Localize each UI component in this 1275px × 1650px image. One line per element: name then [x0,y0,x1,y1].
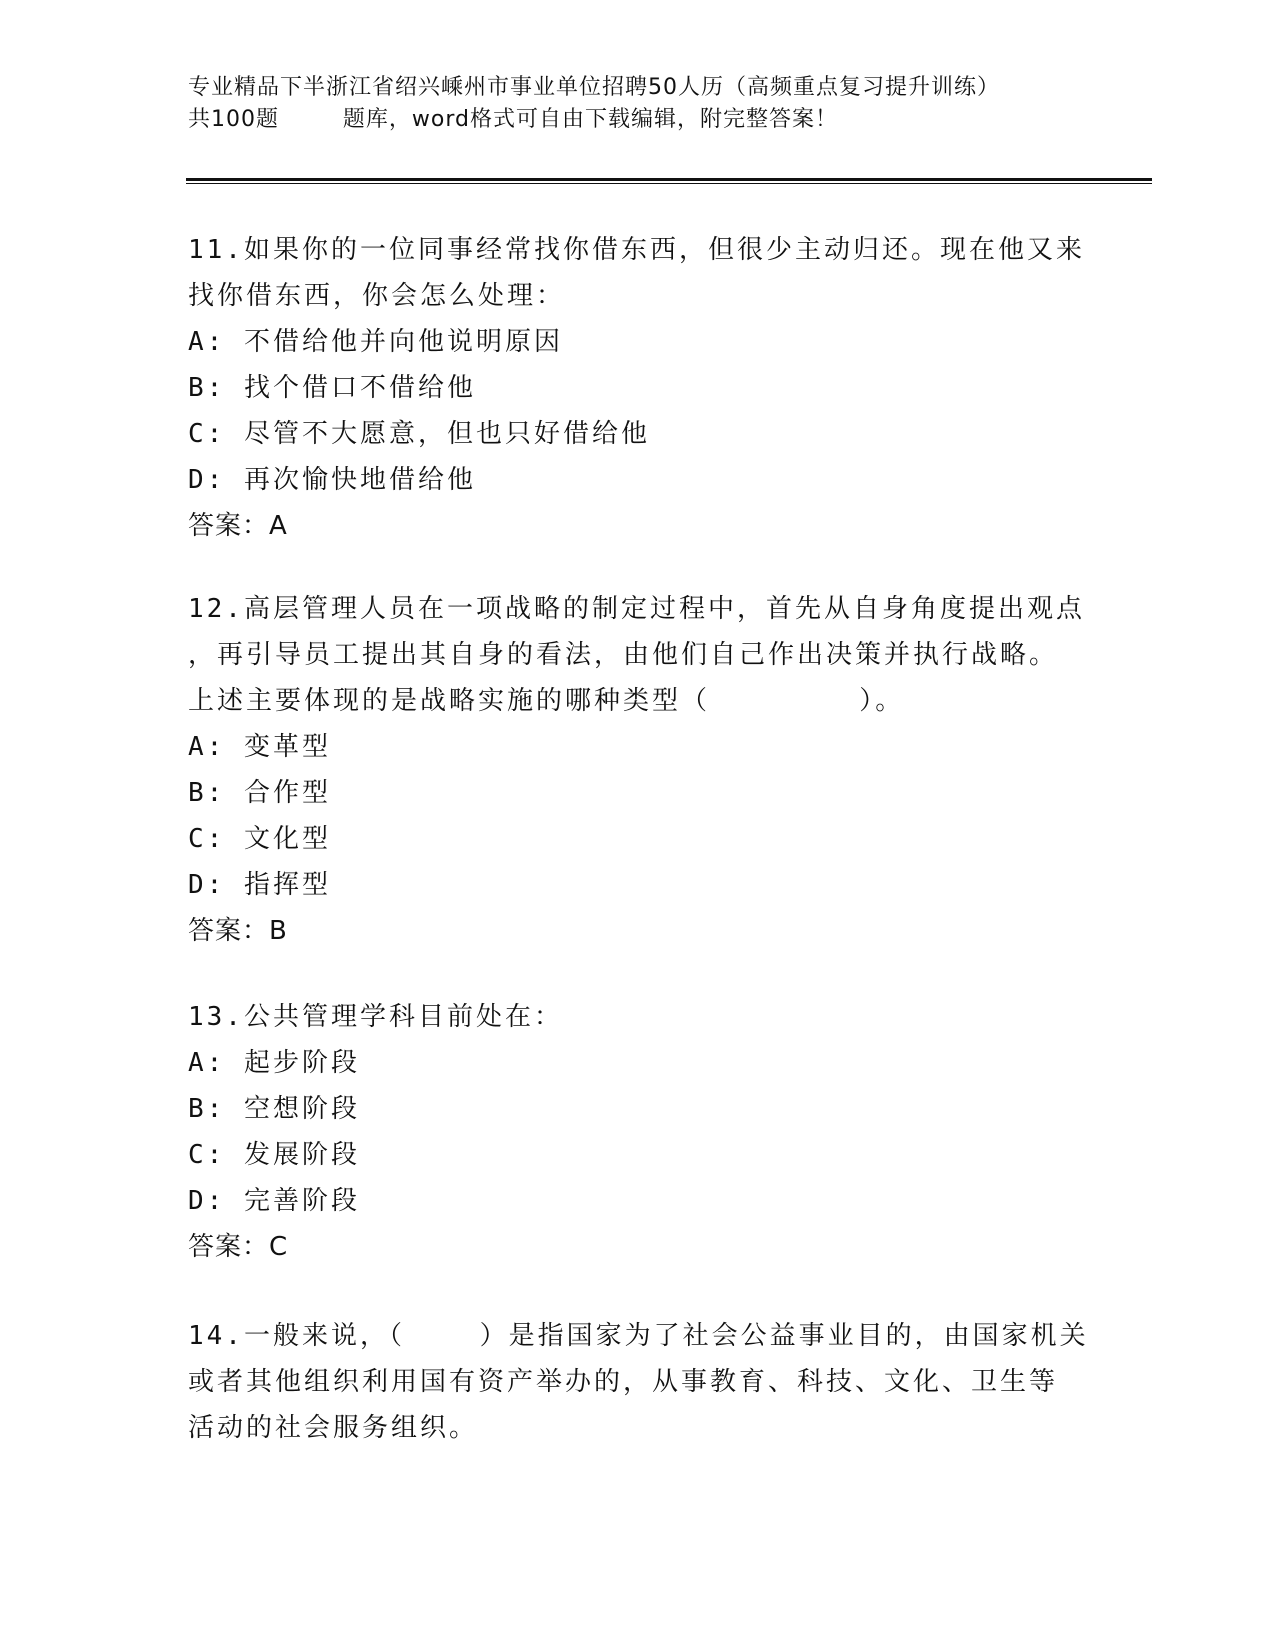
option-b: B: 找个借口不借给他 [188,373,476,403]
question-stem-line: 找你借东西，你会怎么处理： [188,281,566,311]
header-divider [186,178,1152,184]
answer: 答案：C [188,1232,289,1262]
question-stem-line: 14.一般来说，（ ）是指国家为了社会公益事业目的，由国家机关 [188,1321,1089,1351]
question-stem-line: ，再引导员工提出其自身的看法，由他们自己作出决策并执行战略。 [188,640,1059,670]
header-divider-thin [186,183,1152,184]
question-stem-line: 13.公共管理学科目前处在： [188,1002,563,1032]
option-b: B: 合作型 [188,778,331,808]
question-12 [188,586,1088,954]
option-d: D: 完善阶段 [188,1186,360,1216]
question-11 [188,227,1088,549]
option-d: D: 再次愉快地借给他 [188,465,476,495]
option-c: C: 尽管不大愿意，但也只好借给他 [188,419,650,449]
question-14 [188,1313,1088,1451]
question-13 [188,994,1088,1270]
document-header [188,72,1068,136]
question-stem-line: 或者其他组织利用国有资产举办的，从事教育、科技、文化、卫生等 [188,1367,1059,1397]
option-d: D: 指挥型 [188,870,331,900]
option-a: A: 不借给他并向他说明原因 [188,327,563,357]
option-c: C: 文化型 [188,824,331,854]
question-stem-line: 上述主要体现的是战略实施的哪种类型（ ）。 [188,686,905,716]
question-stem-line: 12.高层管理人员在一项战略的制定过程中，首先从自身角度提出观点 [188,594,1085,624]
question-stem-line: 活动的社会服务组织。 [188,1413,479,1443]
option-a: A: 变革型 [188,732,331,762]
header-title-line-1: 专业精品下半浙江省绍兴嵊州市事业单位招聘50人历（高频重点复习提升训练） [188,75,1000,100]
answer: 答案：B [188,916,288,946]
question-stem-line: 11.如果你的一位同事经常找你借东西，但很少主动归还。现在他又来 [188,235,1085,265]
option-b: B: 空想阶段 [188,1094,360,1124]
option-a: A: 起步阶段 [188,1048,360,1078]
answer: 答案：A [188,511,288,541]
option-c: C: 发展阶段 [188,1140,360,1170]
header-title-line-2: 共100题 题库，word格式可自由下载编辑，附完整答案！ [188,107,839,132]
